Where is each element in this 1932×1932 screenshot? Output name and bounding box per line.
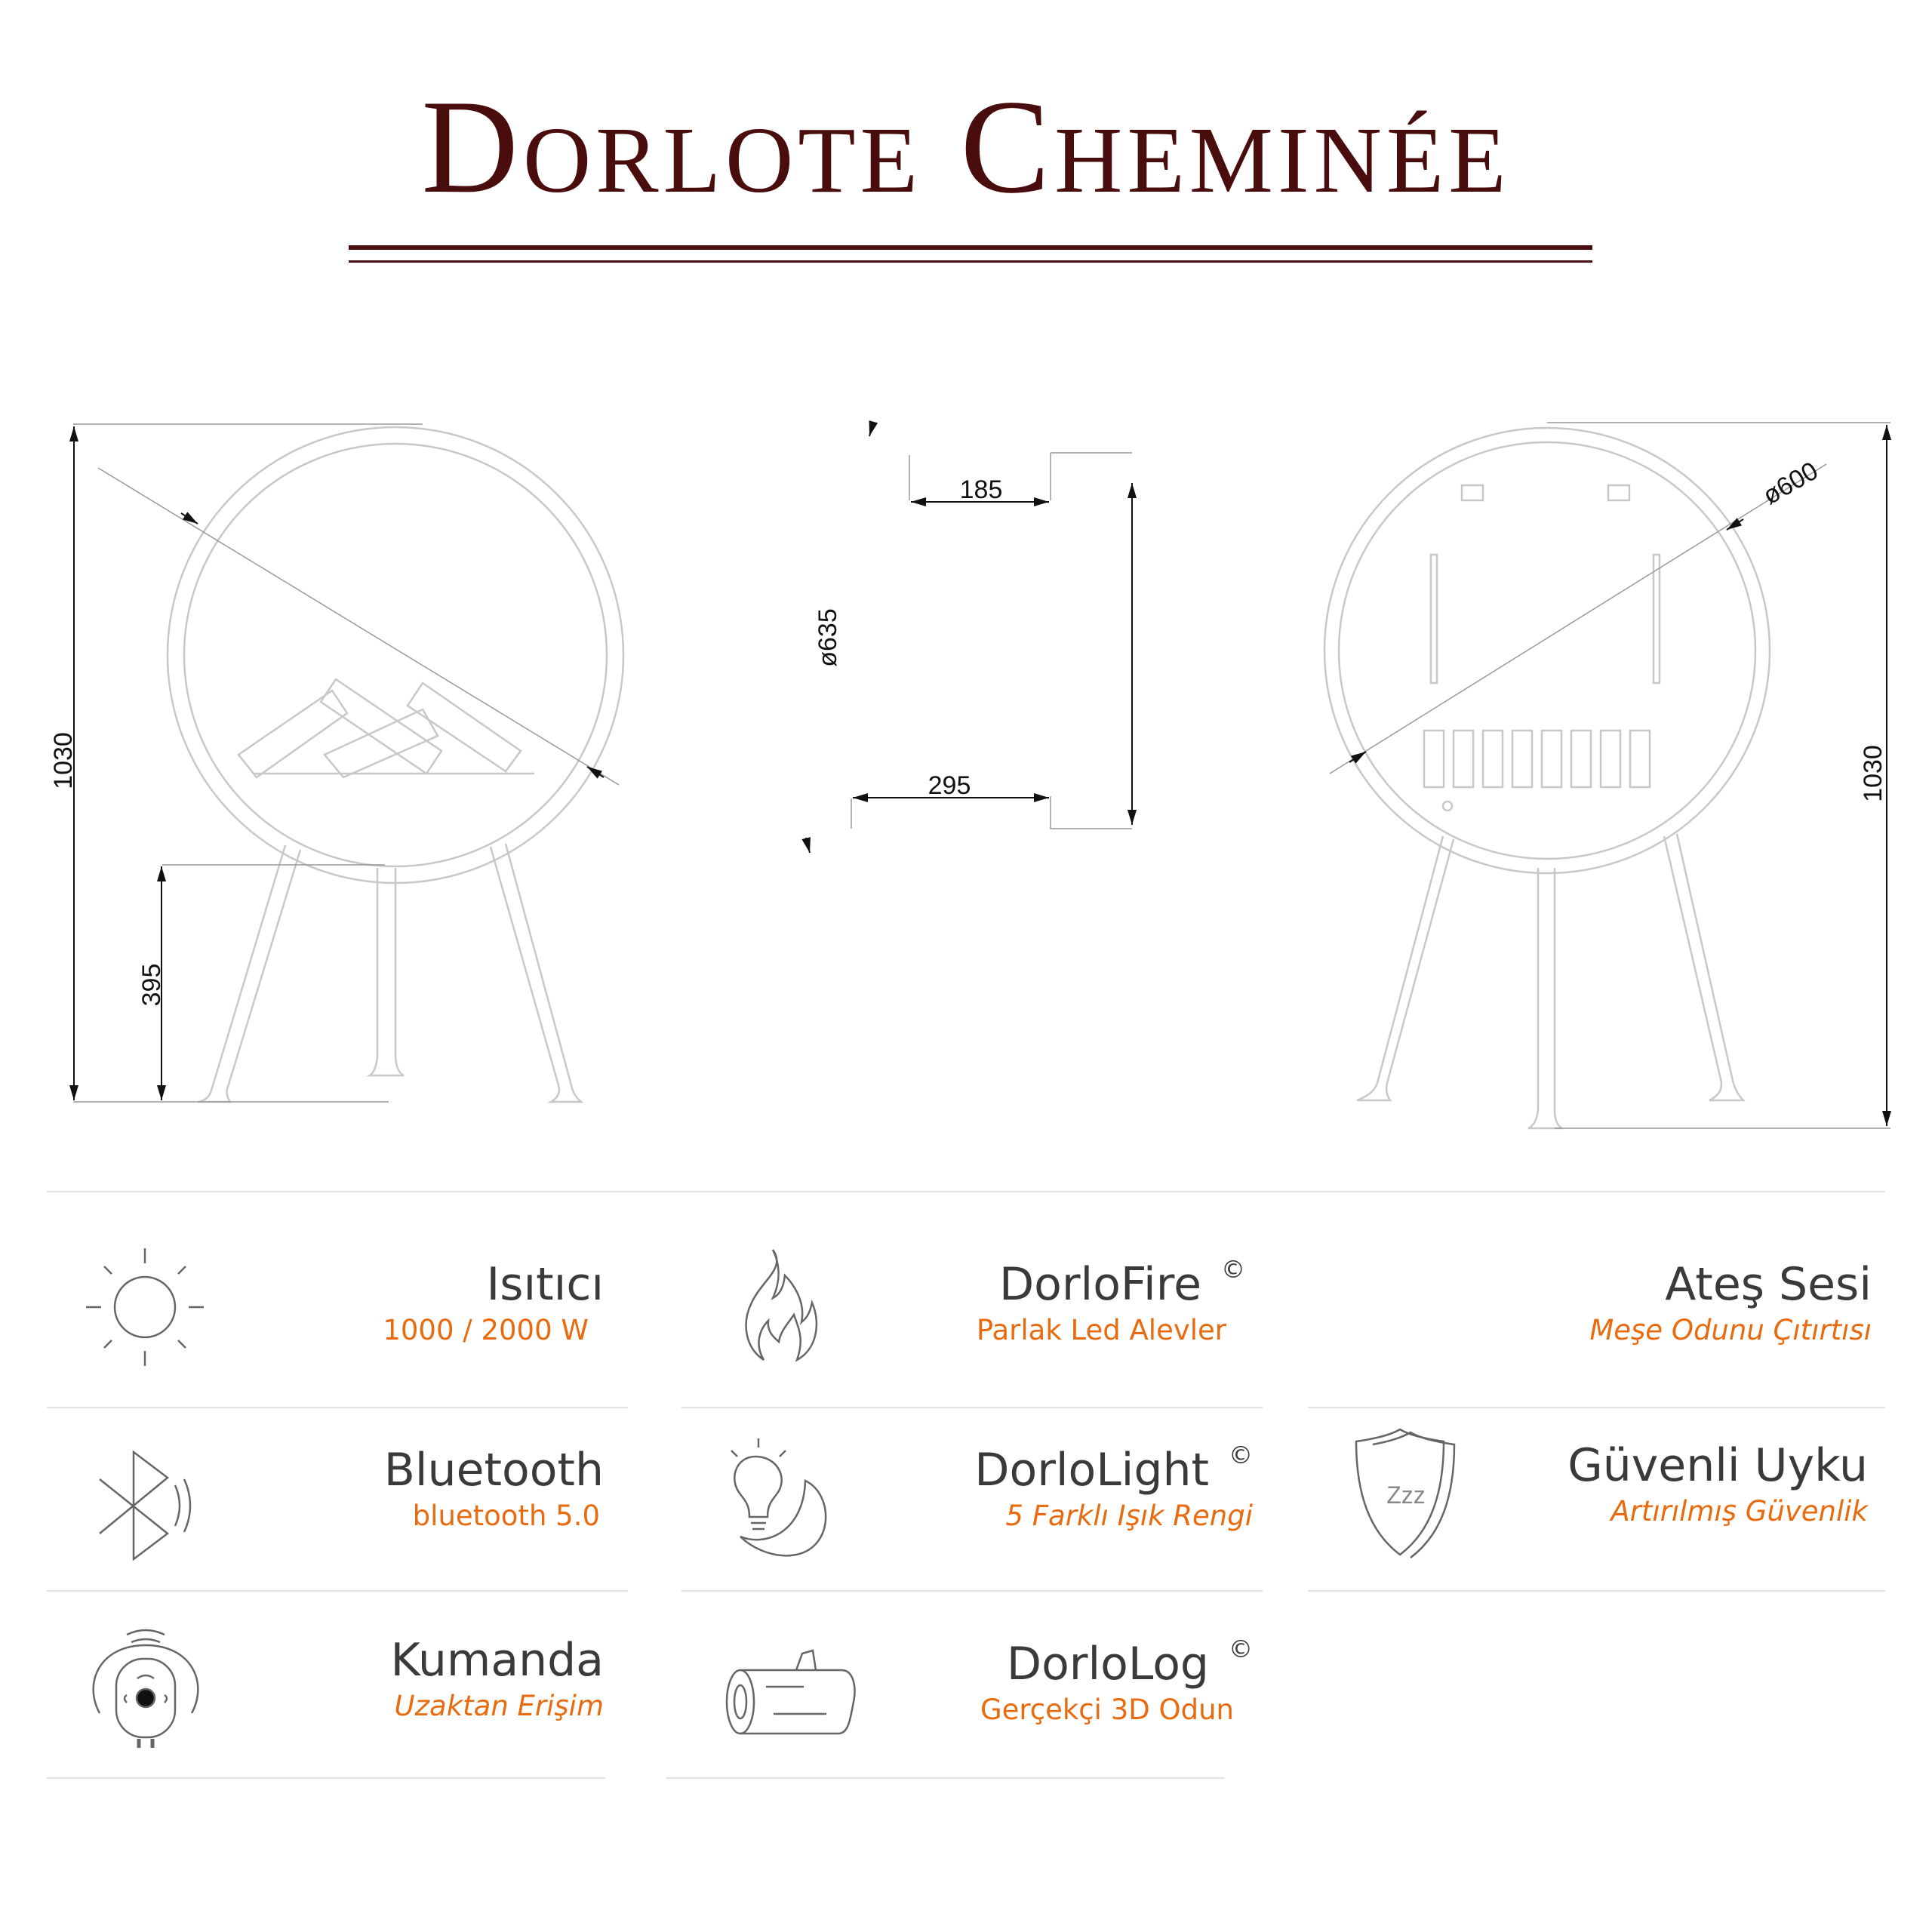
- copyright-mark: ©: [1229, 1441, 1253, 1469]
- back-view: [1324, 428, 1770, 1128]
- divider-row1-col2: [681, 1407, 1263, 1408]
- divider-row2-col3: [1308, 1590, 1885, 1592]
- feature-heater-sub: 1000 / 2000 W: [383, 1314, 589, 1346]
- front-view: [168, 427, 623, 1102]
- divider-row1-col1: [47, 1407, 628, 1408]
- shield-sleep-icon: [1347, 1426, 1468, 1562]
- side-view: [851, 453, 1132, 829]
- feature-heater: [226, 1258, 604, 1352]
- bulb-moon-icon: [721, 1434, 841, 1562]
- feature-fire-sound-sub: Meşe Odunu Çıtırtısı: [1589, 1314, 1872, 1346]
- brand-title: Dorlote Cheminée: [421, 72, 1511, 221]
- feature-fire-sound: [1472, 1258, 1872, 1352]
- front-leg-label: 395: [137, 963, 166, 1007]
- feature-bluetooth: [226, 1444, 604, 1538]
- feature-safe-sleep-sub: Artırılmış Güvenlik: [1611, 1495, 1868, 1527]
- feature-dorlolog-sub: Gerçekçi 3D Odun: [980, 1694, 1234, 1726]
- divider-row3-col1: [47, 1777, 605, 1779]
- back-diameter-label: ø600: [1758, 456, 1823, 511]
- divider-row2-col2: [681, 1590, 1263, 1592]
- feature-safe-sleep: [1472, 1439, 1868, 1534]
- bluetooth-icon: [92, 1449, 198, 1562]
- feature-dorlofire: [868, 1255, 1245, 1352]
- back-height-label: 1030: [1859, 745, 1887, 802]
- remote-icon: [82, 1623, 210, 1751]
- feature-remote: [226, 1634, 604, 1728]
- feature-dorlolog-name: DorloLog ©: [1006, 1635, 1253, 1690]
- side-top-label: 185: [959, 475, 1003, 504]
- feature-dorlolight-name: DorloLight ©: [974, 1441, 1253, 1497]
- feature-safe-sleep-name: Güvenli Uyku: [1567, 1439, 1868, 1492]
- divider-row2-col1: [47, 1590, 628, 1592]
- feature-dorlolight-sub: 5 Farklı Işık Rengi: [1005, 1500, 1253, 1532]
- feature-bluetooth-name: Bluetooth: [383, 1444, 604, 1497]
- feature-remote-name: Kumanda: [390, 1634, 604, 1687]
- front-height-label: 1030: [49, 732, 78, 789]
- feature-dorlofire-name: DorloFire ©: [998, 1255, 1245, 1311]
- divider-row1-col3: [1308, 1407, 1885, 1408]
- log-icon: [721, 1641, 857, 1740]
- divider-row3-col2: [666, 1777, 1225, 1779]
- back-dimension-lines: [1330, 423, 1890, 1128]
- copyright-mark: ©: [1229, 1635, 1253, 1663]
- feature-dorlolog: [868, 1635, 1253, 1732]
- shield-sleep-text: Zzz: [1386, 1481, 1426, 1509]
- feature-dorlofire-sub: Parlak Led Alevler: [976, 1314, 1226, 1346]
- sun-icon: [82, 1244, 208, 1371]
- divider-top: [47, 1191, 1885, 1192]
- flame-icon: [734, 1245, 824, 1366]
- feature-remote-sub: Uzaktan Erişim: [394, 1690, 604, 1722]
- feature-bluetooth-sub: bluetooth 5.0: [412, 1500, 600, 1532]
- side-diameter-label: ø635: [814, 608, 842, 667]
- side-bottom-label: 295: [928, 771, 971, 800]
- copyright-mark: ©: [1221, 1255, 1245, 1284]
- feature-heater-name: Isıtıcı: [486, 1258, 604, 1311]
- feature-fire-sound-name: Ateş Sesi: [1665, 1258, 1872, 1311]
- feature-dorlolight: [868, 1441, 1253, 1538]
